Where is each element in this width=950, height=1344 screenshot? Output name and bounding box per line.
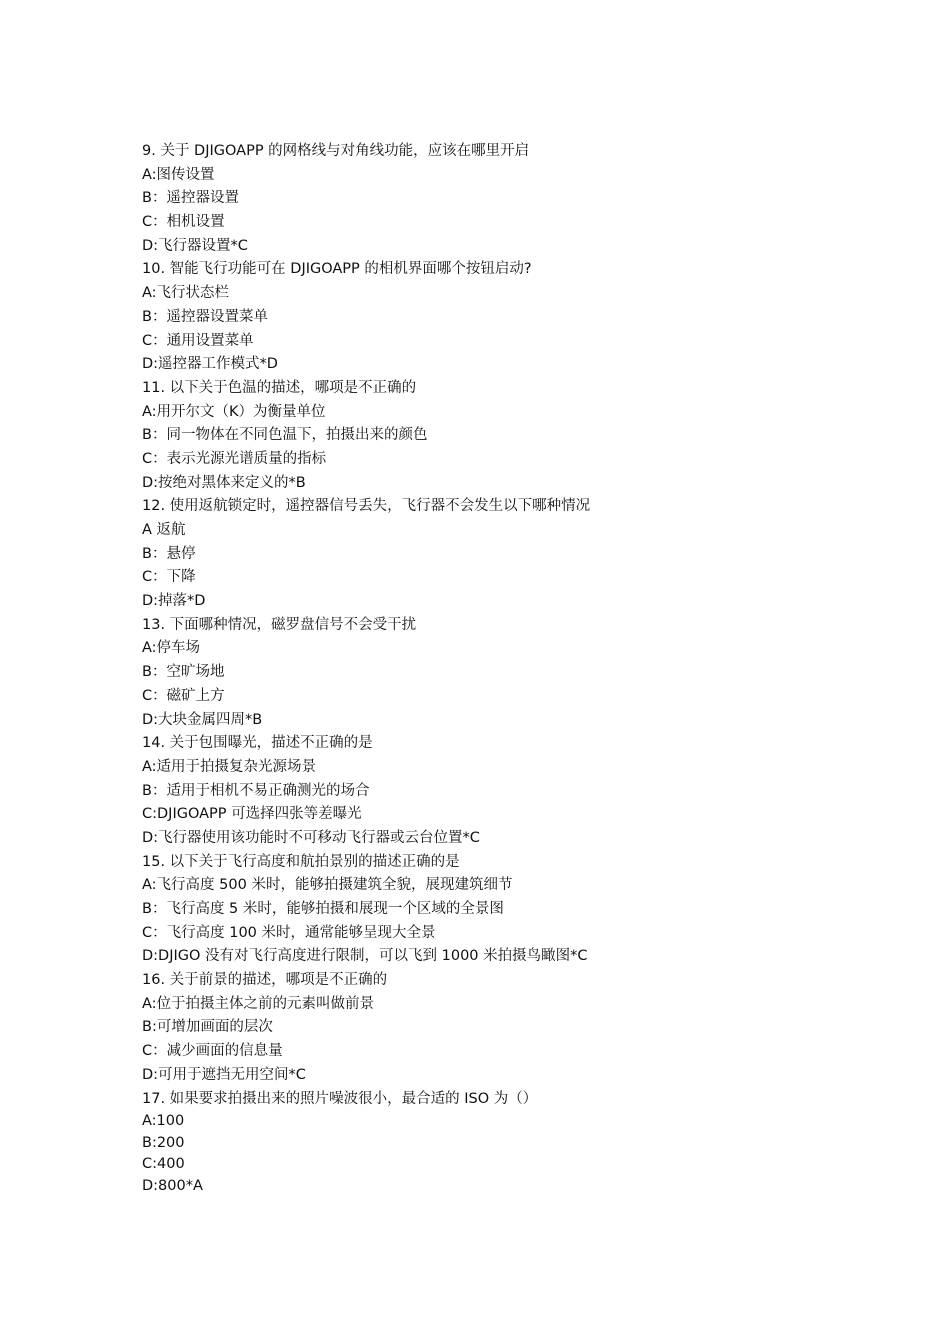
question-block-9 bbox=[142, 140, 902, 258]
question-text: 9. 关于 DJIGOAPP 的网格线与对角线功能，应该在哪里开启 bbox=[142, 143, 530, 159]
option-b: B:200 bbox=[142, 1134, 185, 1151]
document-page bbox=[142, 140, 902, 1197]
option-d: D:可用于遮挡无用空间*C bbox=[142, 1066, 306, 1083]
option-a: A:飞行高度 500 米时，能够拍摄建筑全貌，展现建筑细节 bbox=[142, 877, 513, 894]
option-a: A:停车场 bbox=[142, 640, 201, 657]
question-text: 16. 关于前景的描述，哪项是不正确的 bbox=[142, 972, 388, 989]
question-block-11 bbox=[142, 377, 902, 495]
option-a: A 返航 bbox=[142, 522, 186, 538]
question-block-16 bbox=[142, 969, 902, 1087]
option-d: D:大块金属四周*B bbox=[142, 711, 263, 728]
option-a: A:100 bbox=[142, 1113, 185, 1130]
option-b: B：空旷场地 bbox=[142, 664, 225, 681]
option-a: A:用开尔文（K）为衡量单位 bbox=[142, 403, 326, 420]
option-d: D:飞行器使用该功能时不可移动飞行器或云台位置*C bbox=[142, 829, 480, 846]
option-a: A:位于拍摄主体之前的元素叫做前景 bbox=[142, 995, 375, 1012]
question-block-14 bbox=[142, 732, 902, 850]
option-c: C:DJIGOAPP 可选择四张等差曝光 bbox=[142, 806, 362, 823]
option-d: D:DJIGO 没有对飞行高度进行限制，可以飞到 1000 米拍摄鸟瞰图*C bbox=[142, 948, 588, 965]
option-c: C：表示光源光谱质量的指标 bbox=[142, 450, 327, 467]
question-text: 10. 智能飞行功能可在 DJIGOAPP 的相机界面哪个按钮启动? bbox=[142, 261, 532, 278]
option-b: B：遥控器设置 bbox=[142, 190, 239, 207]
option-c: C：相机设置 bbox=[142, 214, 225, 231]
option-c: C：飞行高度 100 米时，通常能够呈现大全景 bbox=[142, 924, 436, 941]
option-a: A:图传设置 bbox=[142, 166, 215, 183]
option-d: D:800*A bbox=[142, 1177, 203, 1194]
option-b: B：遥控器设置菜单 bbox=[142, 308, 268, 325]
option-c: C：下降 bbox=[142, 569, 196, 586]
question-text: 17. 如果要求拍摄出来的照片噪波很小，最合适的 ISO 为（） bbox=[142, 1090, 538, 1107]
question-text: 13. 下面哪种情况，磁罗盘信号不会受干扰 bbox=[142, 616, 417, 633]
question-text: 14. 关于包围曝光，描述不正确的是 bbox=[142, 735, 373, 752]
question-text: 15. 以下关于飞行高度和航拍景别的描述正确的是 bbox=[142, 853, 460, 870]
question-block-13 bbox=[142, 614, 902, 732]
option-b: B：适用于相机不易正确测光的场合 bbox=[142, 782, 370, 799]
option-d: D:按绝对黑体来定义的*B bbox=[142, 474, 306, 491]
option-b: B：悬停 bbox=[142, 545, 196, 562]
question-block-15 bbox=[142, 851, 902, 969]
option-group bbox=[142, 1111, 902, 1197]
option-c: C：磁矿上方 bbox=[142, 687, 225, 704]
option-b: B:可增加画面的层次 bbox=[142, 1019, 273, 1036]
option-c: C：减少画面的信息量 bbox=[142, 1043, 283, 1060]
option-c: C:400 bbox=[142, 1156, 185, 1173]
question-block-10 bbox=[142, 258, 902, 376]
option-d: D:遥控器工作模式*D bbox=[142, 356, 278, 373]
option-a: A:适用于拍摄复杂光源场景 bbox=[142, 758, 317, 775]
question-block-17 bbox=[142, 1088, 902, 1198]
question-text: 11. 以下关于色温的描述，哪项是不正确的 bbox=[142, 379, 417, 396]
option-c: C：通用设置菜单 bbox=[142, 332, 254, 349]
question-block-12 bbox=[142, 495, 902, 613]
option-b: B：同一物体在不同色温下，拍摄出来的颜色 bbox=[142, 427, 428, 444]
question-text: 12. 使用返航锁定时，遥控器信号丢失，飞行器不会发生以下哪种情况 bbox=[142, 498, 591, 515]
option-d: D:掉落*D bbox=[142, 593, 206, 610]
option-a: A:飞行状态栏 bbox=[142, 285, 230, 302]
option-b: B：飞行高度 5 米时，能够拍摄和展现一个区域的全景图 bbox=[142, 901, 504, 917]
option-d: D:飞行器设置*C bbox=[142, 237, 248, 254]
